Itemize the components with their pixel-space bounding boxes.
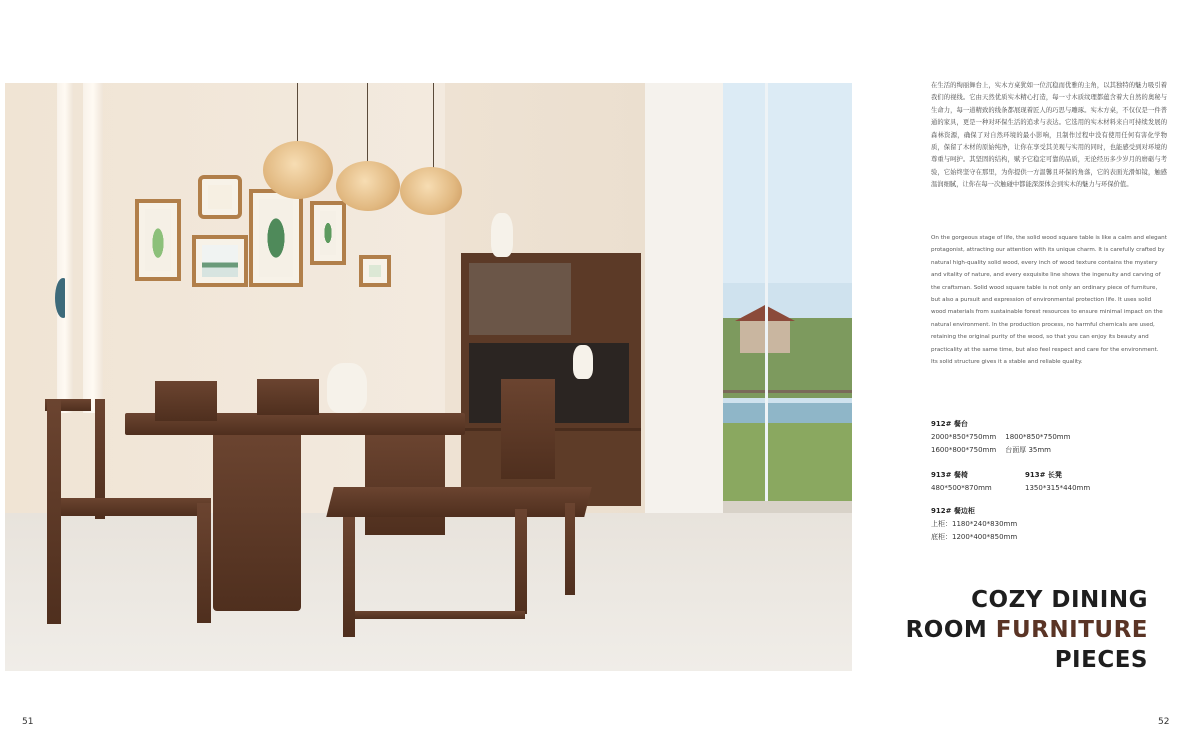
- spec-size: 底柜：1200*400*850mm: [931, 533, 1018, 541]
- spec-heading: 912# 餐边柜: [931, 507, 975, 515]
- spec-heading: 913# 餐椅: [931, 471, 968, 479]
- wall-art-frame: [135, 199, 181, 281]
- vase-icon: [327, 363, 367, 413]
- wall-art-frame: [310, 201, 346, 265]
- spec-size: 2000*850*750mm: [931, 433, 997, 441]
- spec-bench: [1025, 469, 1090, 495]
- page-title: COZY DINING ROOM FURNITURE PIECES: [905, 587, 1148, 673]
- garden-view: [645, 83, 852, 523]
- chinese-description: 在生活的绚丽舞台上，实木方桌犹如一位沉稳而优雅的主角，以其独特的魅力吸引着我们的视线。它由天然优质实木精心打造，每一寸木质纹理都蕴含着大自然的奥秘与生命力，每一道精致的线条都展现着匠人的巧思与雕琢。实木方桌，不仅仅是一件普通的家具，更是一种对环保生活的追求与表达。它选用的实木材料来自可持续发展的森林资源，确保了对自然环境的最小影响，且制作过程中没有使用任何有害化学物质，保留了木材的原始纯净，让你在享受其美观与实用的同时，也能感受到对环境的尊重与呵护。其坚固的结构，赋予它稳定可靠的品质，无论经历多少岁月的磨砺与考验，它始终坚守在那里，为你提供一方温馨且环保的角落，它的表面光滑如镜，触感温润细腻，让你在每一次触碰中都能深深体会到实木的魅力与环保价值。: [931, 82, 1167, 189]
- spec-size: 1800*850*750mm: [1005, 433, 1071, 441]
- jug-icon: [573, 345, 593, 379]
- dining-chair: [501, 379, 555, 479]
- pendant-lamp: [400, 167, 462, 215]
- spec-size: 1600*800*750mm: [931, 446, 997, 454]
- spec-sideboard: [931, 505, 1017, 544]
- window: [645, 83, 852, 523]
- wall-art-frame: [249, 189, 303, 287]
- spec-heading: 913# 长凳: [1025, 471, 1062, 479]
- page-number-left: 51: [22, 717, 34, 727]
- pendant-lamp: [336, 161, 400, 211]
- spec-dining-table: [931, 418, 1171, 457]
- spec-size: 上柜：1180*240*830mm: [931, 520, 1018, 528]
- english-description: On the gorgeous stage of life, the solid wood square table is like a calm and elegant protagonist, attracting our attention with its unique charm. It is carefully crafted by natural high-quality solid wood, every inch of wood texture contains the mystery and vitality of nature, and every exquisite line shows the ingenuity and carving of the craftsman. Solid wood square table is not only an ordinary piece of furniture, but also a pursuit and expression of environmental protection life. It uses solid wood materials from sustainable forest resources to ensure minimal impact on the natural environment. In the production process, no harmful chemicals are used, retaining the original purity of the wood, so that you can enjoy its beauty and practicality at the same time, but also feel respect and care for the environment. Its solid structure gives it a stable and reliable quality.: [931, 235, 1167, 366]
- dining-room-photo: [5, 83, 852, 671]
- vase-icon: [5, 243, 65, 323]
- bench: [326, 487, 591, 517]
- pendant-lamp: [263, 141, 333, 199]
- page-number-right: 52: [1158, 717, 1170, 727]
- spec-dining-chair: [931, 469, 992, 495]
- dining-chair: [155, 381, 217, 421]
- spec-thickness: 台面厚 35mm: [1005, 446, 1052, 454]
- floor: [5, 513, 852, 671]
- title-accent: FURNITURE: [995, 617, 1148, 643]
- wall-art-frame: [192, 235, 248, 287]
- dining-chair: [257, 379, 319, 415]
- vase-icon: [491, 213, 513, 257]
- spec-heading: 912# 餐台: [931, 420, 968, 428]
- spec-size: 480*500*870mm: [931, 484, 992, 492]
- wall-art-frame: [359, 255, 391, 287]
- spec-size: 1350*315*440mm: [1025, 484, 1091, 492]
- wall-art-frame: [198, 175, 242, 219]
